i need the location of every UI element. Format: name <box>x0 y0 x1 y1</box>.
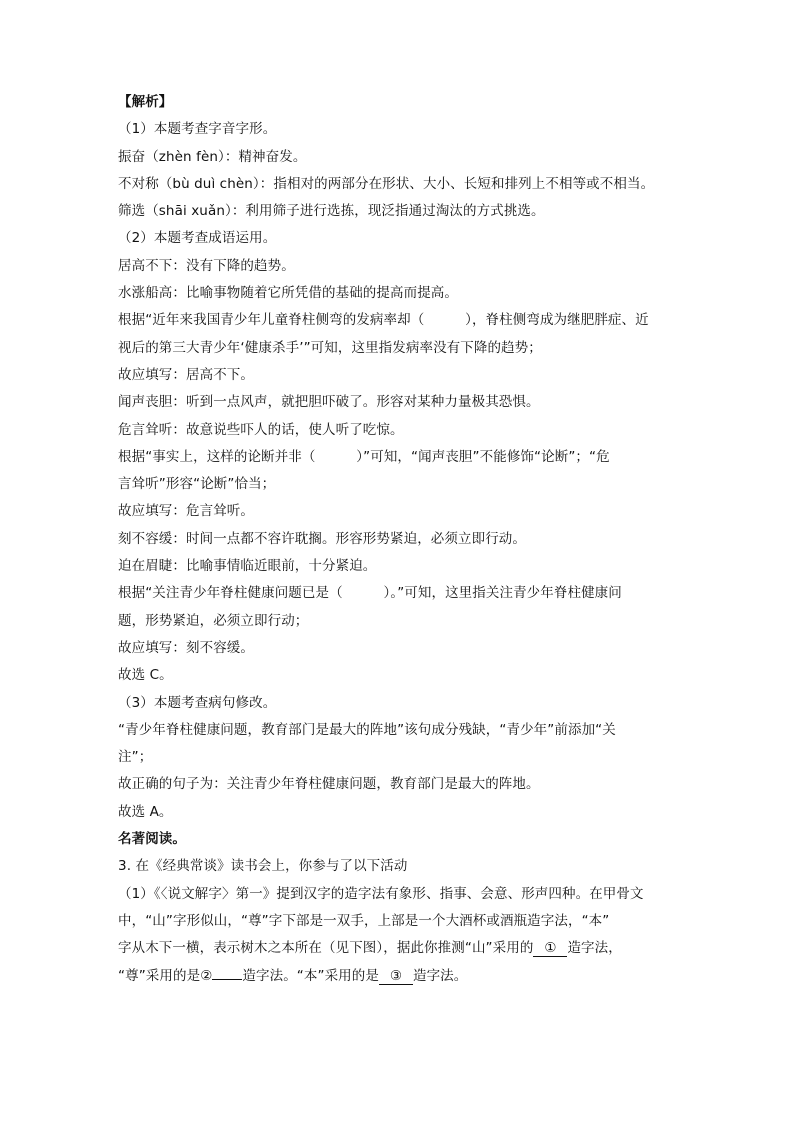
text-line: 不对称（bù duì chèn）：指相对的两部分在形状、大小、长短和排列上不相等或不相当。 <box>118 175 655 192</box>
text-line: 根据“事实上，这样的论断并非（ ）”可知，“闻声丧胆”不能修饰“论断”；“危 <box>118 448 610 465</box>
text-line: （3）本题考查病句修改。 <box>118 694 277 711</box>
text-segment: “尊”采用的是② <box>118 967 213 984</box>
text-line: 题，形势紧迫，必须立即行动； <box>118 612 309 629</box>
text-line: （1）《〈说文解字〉第一》提到汉字的造字法有象形、指事、会意、形声四种。在甲骨文 <box>118 885 644 902</box>
text-line: 筛选（shāi xuǎn）：利用筛子进行选拣，现泛指通过淘汰的方式挑选。 <box>118 203 545 220</box>
text-line: 中，“山”字形似山，“尊”字下部是一双手，上部是一个大酒杯或酒瓶造字法，“本” <box>118 912 610 929</box>
text-line: 故正确的句子为：关注青少年脊柱健康问题，教育部门是最大的阵地。 <box>118 776 540 793</box>
text-line: 故应填写：刻不容缓。 <box>118 639 254 656</box>
text-line: 故应填写：居高不下。 <box>118 366 254 383</box>
text-line: 注”； <box>118 749 153 766</box>
text-segment: 造字法， <box>567 940 622 957</box>
section-heading: 名著阅读。 <box>118 831 186 848</box>
text-line: 刻不容缓：时间一点都不容许耽搁。形容形势紧迫，必须立即行动。 <box>118 530 526 547</box>
text-line <box>118 935 698 962</box>
text-segment: 造字法。“本”采用的是 <box>242 967 379 984</box>
text-line: （1）本题考查字音字形。 <box>118 121 277 138</box>
text-line: 危言耸听：故意说些吓人的话，使人听了吃惊。 <box>118 421 404 438</box>
text-line: 迫在眉睫：比喻事情临近眼前，十分紧迫。 <box>118 558 377 575</box>
text-line: 根据“关注青少年脊柱健康问题已是（ ）。”可知，这里指关注青少年脊柱健康问 <box>118 585 622 602</box>
document-page <box>118 89 698 990</box>
text-segment: 字从木下一横，表示树木之本所在（见下图），据此你推测“山”采用的 <box>118 940 534 957</box>
answer-blank-2[interactable] <box>212 979 242 980</box>
text-line: “青少年脊柱健康问题，教育部门是最大的阵地”该句成分残缺，“青少年”前添加“关 <box>118 721 616 738</box>
blank-marker: ① <box>544 940 557 957</box>
text-line: 振奋（zhèn fèn）：精神奋发。 <box>118 148 307 165</box>
answer-blank-1[interactable] <box>533 940 567 957</box>
text-line: 故应填写：危言耸听。 <box>118 503 254 520</box>
text-line: 故选 A。 <box>118 803 173 820</box>
text-line <box>118 963 698 990</box>
text-line: 言耸听”形容“论断”恰当； <box>118 476 276 493</box>
text-line: 视后的第三大青少年‘健康杀手’”可知，这里指发病率没有下降的趋势； <box>118 339 542 356</box>
text-line: （2）本题考查成语运用。 <box>118 230 277 247</box>
analysis-heading: 【解析】 <box>118 94 173 110</box>
text-line: 水涨船高：比喻事物随着它所凭借的基础的提高而提高。 <box>118 285 458 302</box>
text-line: 根据“近年来我国青少年儿童脊柱侧弯的发病率却（ ），脊柱侧弯成为继肥胖症、近 <box>118 312 649 329</box>
text-line: 故选 C。 <box>118 667 173 684</box>
answer-blank-3[interactable] <box>379 968 413 985</box>
text-line: 居高不下：没有下降的趋势。 <box>118 257 295 274</box>
blank-marker: ③ <box>389 967 403 984</box>
text-segment: 造字法。 <box>412 967 468 984</box>
question-title: 3. 在《经典常谈》读书会上，你参与了以下活动 <box>118 858 408 875</box>
text-line: 闻声丧胆：听到一点风声，就把胆吓破了。形容对某种力量极其恐惧。 <box>118 394 540 411</box>
